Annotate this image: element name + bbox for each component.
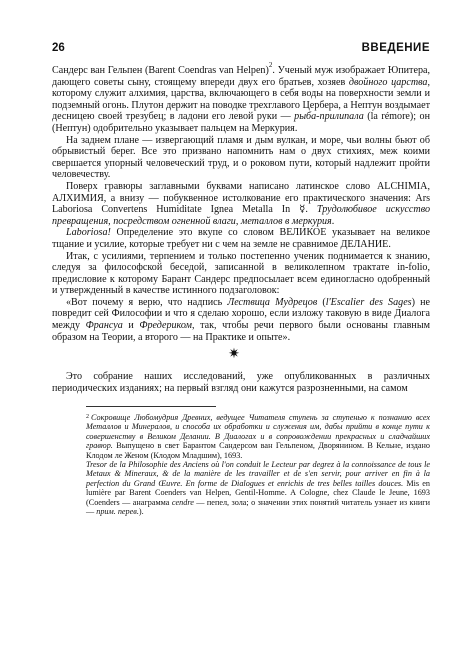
footnote-paragraph — [86, 460, 430, 516]
footnote-separator — [86, 406, 216, 407]
text-span: На заднем плане — извергающий пламя и дым вулкан, и море, чьи волны бьют об обрывистый берег. Все это призвано напомнить нам о двух стихиях, меж коими свершается упорный человеческий труд, и о роковом пути, который надлежит пройти человечеству. — [52, 134, 430, 181]
text-span: . Ученый муж изображает Юпитера, дающего советы сыну, стоящему впереди двух его братьев, хозяев — [52, 65, 430, 88]
text-span: cendre — [171, 497, 194, 507]
text-span: l'Escalier des Sages — [325, 296, 412, 308]
text-span: ) не повредит сей Философии и что я сделаю хорошо, если изложу таковую в виде Диалога между — [52, 296, 430, 332]
text-span: Сандерс ван Гельпен (Barent Coendras van Helpen) — [52, 65, 269, 76]
paragraph — [52, 297, 430, 343]
page-number: 26 — [52, 42, 65, 54]
text-span: рыба-прилипала — [294, 111, 364, 123]
main-text — [52, 61, 431, 343]
paragraph — [52, 135, 430, 181]
text-span: Лествица Мудрецов — [227, 296, 318, 308]
text-span: , так, чтобы речи первого были основаны главным образом на Теории, а второго — на Практике и опыте». — [52, 320, 431, 343]
text-span: Трудолюбивое искусство превращения, посредством огненной влаги, металлов в меркурия — [52, 204, 430, 227]
text-span: Фредериком — [139, 320, 192, 332]
text-span: Laboriosa! — [66, 227, 111, 239]
text-span: Выпущено в свет Барантом Сандерсом ван Гельпеном, Дворянином. В Кельне, издано Клодом ле Женом (Клодом Младшим), 1693. — [86, 441, 430, 460]
closing-paragraph: Это собрание наших исследований, уже опубликованных в различных периодических изданиях; на первый взгляд они кажутся разрозненными, на самом — [52, 371, 430, 394]
running-head-title: ВВЕДЕНИЕ — [361, 42, 430, 54]
text-span: прим. перев. — [96, 507, 139, 517]
paragraph — [52, 181, 430, 227]
text-span: Tresor de la Philosophie des Anciens où l'on conduit le Lecteur par degrez à la connoissance de tous le Metaux & Mineraux, & de la manière de les travailler et de s'en servir, pour arriver en fin à la perfection du Grand Œuvre. En forme de Dialogues et enrichis de tres belles tailles douces. — [86, 460, 430, 488]
running-header — [52, 42, 430, 56]
text-span: двойного царства — [348, 76, 428, 88]
text-span: — пепел, зола; о значении этих понятий читатель узнает из книги — — [86, 497, 430, 517]
text-span: Поверх гравюры заглавными буквами написано латинское слово ALCHIMIA, АЛХИМИЯ, а внизу — побуквенное истолкование его практического значения: Ars Laboriosa Convertens Humiditate Ignea Metalla In ☿. — [52, 180, 430, 216]
text-span: и — [122, 320, 140, 332]
text-span: , которому служит алхимия, царства, включающего в себя воды на поверхности земли и подземный огонь. Плутон держит на поводке трехглавого Цербера, а Нептун воздымает десницею своей трезубец; в ладони его левой руки — — [52, 76, 430, 123]
footnote-mark: 2 — [86, 414, 89, 420]
text-span: . — [331, 215, 335, 227]
section-ornament: ✷ — [228, 347, 240, 362]
text-span: (la rémore); он (Нептун) одобрительно указывает пальцем на Меркурия. — [52, 111, 430, 134]
text-span: ). — [138, 507, 144, 517]
text-span: ( — [317, 296, 326, 308]
footnote — [86, 413, 430, 516]
footnote-paragraph — [86, 413, 430, 460]
text-span: Итак, с усилиями, терпением и только постепенно ученик поднимается к знанию, следуя за философской беседой, записанной в великолепном трактате in-folio, предисловие к которому Барант Сандерс предпосылает всем единогласно одобренный и утвержденный в качестве истинного подзаголовок: — [52, 250, 430, 297]
paragraph — [52, 251, 430, 297]
text-span: «Вот почему я верю, что надпись — [66, 296, 228, 308]
closing-text — [52, 371, 430, 394]
text-span: Сокровище Любомудрия Древних, ведущее Читателя ступень за ступенью к познанию всех Металлов и Минералов, и способа их обработки и служения им, дабы прийти в конце пути к совершенству в Великом Делании. В Диалогах и в сопровождении прекрасных и сладчайших гравюр. — [86, 413, 430, 451]
text-span: Mis en lumière par Barent Coenders van Helpen, Gentil-Homme. A Cologne, chez Claude le Jeune, 1693 (Coenders — анаграмма — [86, 478, 431, 507]
paragraph — [52, 227, 430, 250]
text-span: Франсуа — [85, 320, 123, 332]
paragraph — [52, 61, 430, 135]
footnote-reference: 2 — [268, 61, 273, 69]
text-span: Определение это вкупе со словом ВЕЛИКОЕ указывает на великое тщание и усилие, которые требует ни с чем на земле не сравнимое ДЕЛАНИЕ. — [52, 227, 430, 250]
